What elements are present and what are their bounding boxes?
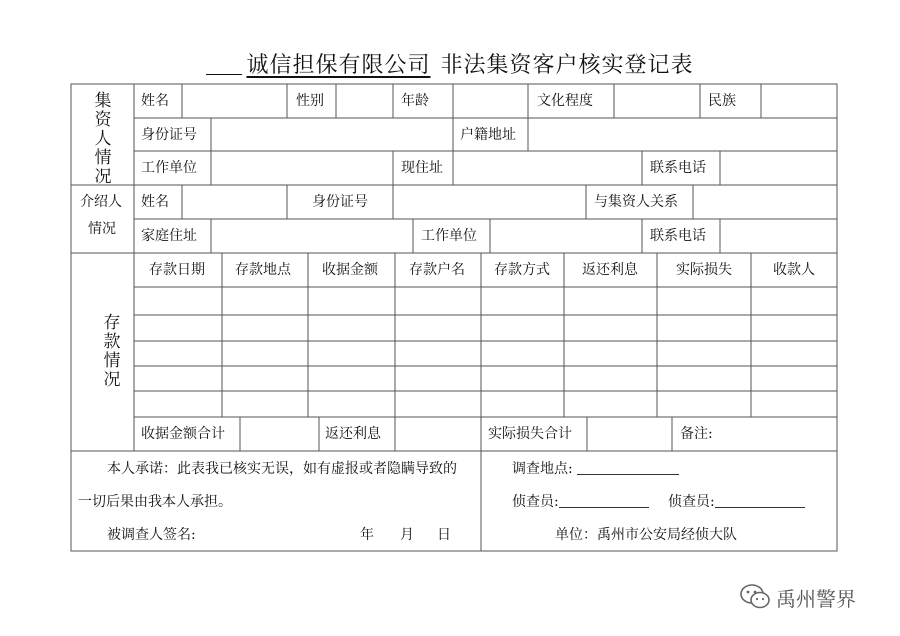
label-household: 户籍地址 (460, 127, 516, 143)
label-investigator-2 (668, 495, 805, 509)
label-introducer-workplace: 工作单位 (421, 228, 477, 244)
label-signature: 被调查人签名: (107, 527, 196, 543)
label-introducer-phone: 联系电话 (650, 228, 706, 244)
label-ethnicity: 民族 (708, 93, 736, 109)
col-deposit-date: 存款日期 (149, 262, 205, 278)
label-workplace: 工作单位 (141, 160, 197, 176)
label-unit: 单位：禹州市公安局经侦大队 (555, 527, 737, 543)
introducer-section-label-2: 情况 (88, 221, 116, 237)
label-year: 年 (360, 527, 374, 543)
label-investigation-location (512, 462, 679, 476)
fundraiser-section-label: 集资人情况 (94, 91, 112, 187)
label-investigator-1 (512, 495, 649, 509)
location-blank (577, 473, 679, 475)
label-education: 文化程度 (537, 93, 593, 109)
label-total-loss: 实际损失合计 (488, 426, 572, 442)
col-returned-interest: 返还利息 (582, 262, 638, 278)
col-deposit-method: 存款方式 (494, 262, 550, 278)
label-introducer-id: 身份证号 (312, 194, 368, 210)
col-payee: 收款人 (773, 262, 815, 278)
deposit-section-label: 存款情况 (103, 313, 121, 390)
label-day: 日 (437, 527, 451, 543)
col-deposit-location: 存款地点 (235, 262, 291, 278)
introducer-section-label: 介绍人 (80, 194, 122, 210)
form-name: 非法集资客户核实登记表 (440, 53, 694, 78)
company-name: 诚信担保有限公司 (246, 53, 431, 78)
label-gender: 性别 (296, 93, 324, 109)
label-total-receipt: 收据金额合计 (141, 426, 225, 442)
label-month: 月 (400, 527, 414, 543)
pledge-text-2: 一切后果由我本人承担。 (78, 494, 232, 510)
wechat-icon (738, 582, 772, 612)
label-name: 姓名 (141, 93, 169, 109)
investigator-2-blank (715, 506, 805, 508)
label-age: 年龄 (401, 93, 429, 109)
watermark-text: 禹州警界 (776, 586, 856, 611)
label-relation: 与集资人关系 (594, 194, 678, 210)
label-investigator-2-text: 侦查员: (668, 494, 715, 510)
col-account-name: 存款户名 (409, 262, 465, 278)
col-receipt-amount: 收据金额 (322, 262, 378, 278)
label-remarks: 备注: (680, 426, 713, 442)
label-home-address: 家庭住址 (141, 228, 197, 244)
label-introducer-name: 姓名 (141, 194, 169, 210)
investigator-1-blank (559, 506, 649, 508)
label-id-number: 身份证号 (141, 127, 197, 143)
label-interest: 返还利息 (325, 426, 381, 442)
pledge-text: 本人承诺：此表我已核实无误，如有虚报或者隐瞒导致的 (107, 461, 457, 477)
col-actual-loss: 实际损失 (676, 262, 732, 278)
label-phone: 联系电话 (650, 160, 706, 176)
watermark (738, 582, 856, 612)
table-border (71, 84, 837, 551)
label-residence: 现住址 (401, 160, 443, 176)
label-investigation-location-text: 调查地点: (512, 461, 573, 477)
label-investigator-1-text: 侦查员: (512, 494, 559, 510)
